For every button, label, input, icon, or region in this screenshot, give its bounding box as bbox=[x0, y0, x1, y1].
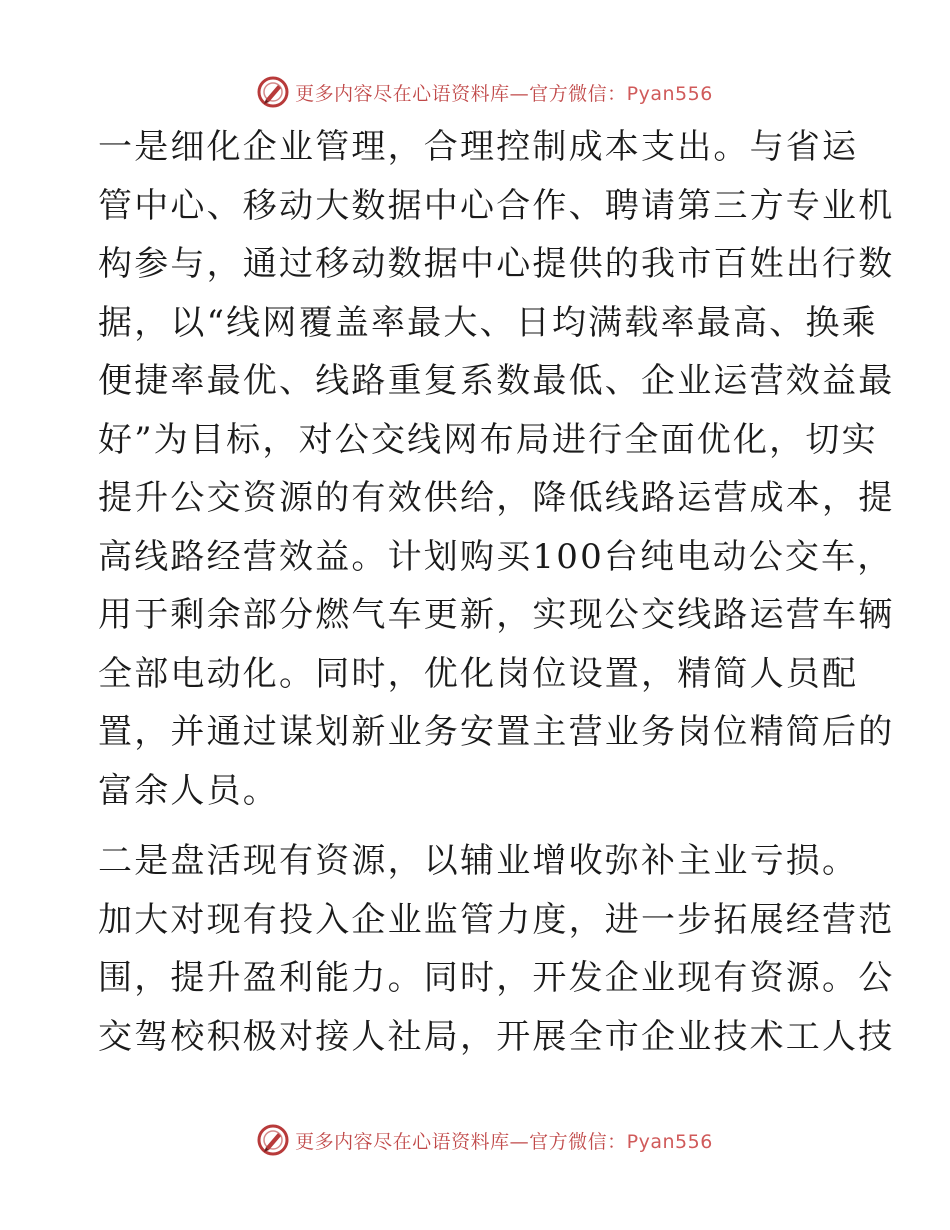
text-line: 二是盘活现有资源，以辅业增收弥补主业亏损。 bbox=[98, 841, 859, 881]
text-line: 富余人员。 bbox=[98, 770, 279, 811]
article-body bbox=[98, 118, 895, 1066]
text-line: 置，并通过谋划新业务安置主营业务岗位精简后的 bbox=[98, 712, 895, 752]
text-line: 一是细化企业管理，合理控制成本支出。与省运 bbox=[98, 127, 859, 167]
text-line: 交驾校积极对接人社局，开展全市企业技术工人技 bbox=[98, 1016, 895, 1057]
text-line: 围，提升盈利能力。同时，开发企业现有资源。公 bbox=[98, 958, 895, 998]
pen-logo-icon bbox=[257, 1124, 289, 1156]
text-line: 构参与，通过移动数据中心提供的我市百姓出行数 bbox=[98, 244, 895, 284]
header-watermark bbox=[0, 72, 950, 112]
pen-logo-icon bbox=[257, 76, 289, 108]
watermark-text bbox=[295, 79, 713, 106]
watermark-text bbox=[295, 1127, 713, 1154]
text-line: 用于剩余部分燃气车更新，实现公交线路运营车辆 bbox=[98, 595, 895, 635]
footer-watermark bbox=[0, 1120, 950, 1160]
wechat-id: Pyan556 bbox=[626, 1130, 713, 1153]
watermark-caption: 更多内容尽在心语资料库—官方微信： bbox=[295, 1130, 627, 1153]
text-line: 便捷率最优、线路重复系数最低、企业运营效益最 bbox=[98, 361, 895, 401]
paragraph-2 bbox=[98, 832, 895, 1066]
text-line: 管中心、移动大数据中心合作、聘请第三方专业机 bbox=[98, 185, 895, 226]
text-line: 全部电动化。同时，优化岗位设置，精简人员配 bbox=[98, 653, 859, 694]
text-line: 高线路经营效益。计划购买100台纯电动公交车， bbox=[98, 536, 894, 577]
paragraph-1 bbox=[98, 118, 895, 820]
text-line: 提升公交资源的有效供给，降低线路运营成本，提 bbox=[98, 478, 895, 518]
watermark-caption: 更多内容尽在心语资料库—官方微信： bbox=[295, 82, 627, 105]
watermark-group bbox=[257, 76, 713, 108]
wechat-id: Pyan556 bbox=[626, 82, 713, 105]
text-line: 好”为目标，对公交线网布局进行全面优化，切实 bbox=[98, 419, 878, 460]
text-line: 据，以“线网覆盖率最大、日均满载率最高、换乘 bbox=[98, 302, 878, 343]
text-line: 加大对现有投入企业监管力度，进一步拓展经营范 bbox=[98, 899, 895, 940]
watermark-group bbox=[257, 1124, 713, 1156]
